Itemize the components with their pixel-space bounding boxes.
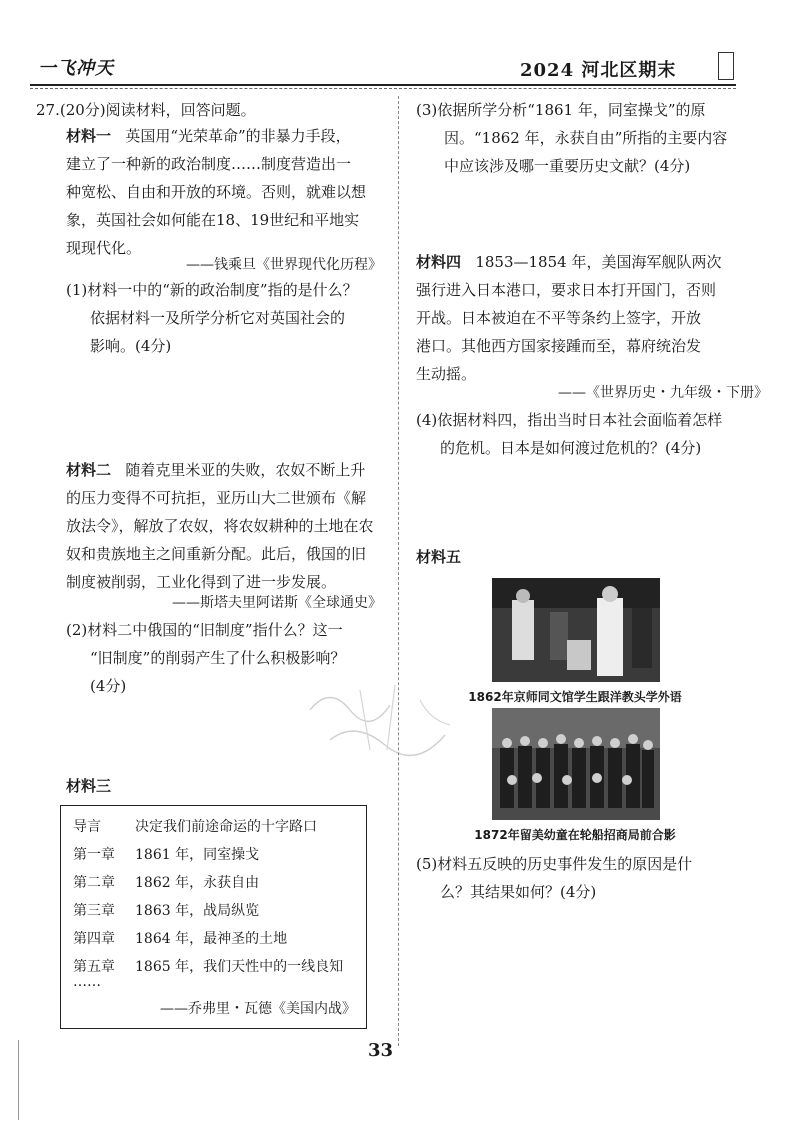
question-5 <box>416 850 771 906</box>
material-4-line: 港口。其他西方国家接踵而至，幕府统治发 <box>416 337 702 355</box>
toc-row-label: 第一章 <box>73 847 115 863</box>
material-2 <box>66 456 386 596</box>
toc-row-label: 导言 <box>73 819 101 835</box>
toc-row-label: 第四章 <box>73 931 115 947</box>
question-4 <box>416 406 771 462</box>
material-1-line: 建立了一种新的政治制度……制度营造出一 <box>66 155 352 173</box>
material-4 <box>416 248 771 388</box>
toc-row-text: 1863 年，战局纵览 <box>135 903 260 919</box>
toc-ellipsis: …… <box>73 974 101 990</box>
toc-row <box>73 900 259 920</box>
toc-row-text: 1864 年，最神圣的土地 <box>135 931 288 947</box>
material-4-line: 开战。日本被迫在不平等条约上签字，开放 <box>416 309 702 327</box>
material-4-line: 生动摇。 <box>416 365 477 383</box>
material-1-label: 材料一 <box>66 127 112 145</box>
toc-row-label: 第三章 <box>73 903 115 919</box>
material-5-label: 材料五 <box>416 548 462 566</box>
material-3-label: 材料三 <box>66 777 112 795</box>
question-5-line: 么？其结果如何？(4分) <box>440 883 597 901</box>
page-number: 33 <box>368 1040 394 1061</box>
material-1-line: 象，英国社会如何能在18、19世纪和平地实 <box>66 211 360 229</box>
header-rule-dashed <box>30 88 736 89</box>
photo-interpreter-college <box>492 578 660 682</box>
question-2-line: (4分) <box>90 677 127 695</box>
header-rule <box>30 84 736 86</box>
question-1-line: (1)材料一中的“新的政治制度”指的是什么？ <box>66 281 358 299</box>
question-3-line: (3)依据所学分析“1861 年，同室操戈”的原 <box>416 101 706 119</box>
binding-margin-line <box>18 1040 19 1120</box>
material-4-line: 强行进入日本港口，要求日本打开国门，否则 <box>416 281 717 299</box>
toc-row-label: 第二章 <box>73 875 115 891</box>
toc-row-text: 1861 年，同室操戈 <box>135 847 260 863</box>
photo-2-caption: 1872年留美幼童在轮船招商局前合影 <box>474 828 676 842</box>
material-1 <box>66 122 386 262</box>
toc-row <box>73 844 259 864</box>
toc-row <box>73 956 343 976</box>
book-contents-box <box>60 805 367 1029</box>
toc-row <box>73 816 317 836</box>
question-2-line: “旧制度”的削弱产生了什么积极影响？ <box>90 649 346 667</box>
material-2-label: 材料二 <box>66 461 112 479</box>
corner-mark <box>718 52 734 80</box>
question-5-line: (5)材料五反映的历史事件发生的原因是什 <box>416 855 693 873</box>
material-2-line: 的压力变得不可抗拒，亚历山大二世颁布《解 <box>66 489 367 507</box>
photo-1-caption: 1862年京师同文馆学生跟洋教头学外语 <box>468 690 682 704</box>
material-2-source: ——斯塔夫里阿诺斯《全球通史》 <box>172 595 382 611</box>
material-3-source: ——乔弗里・瓦德《美国内战》 <box>160 1001 356 1017</box>
question-4-line: 的危机。日本是如何渡过危机的？(4分) <box>440 439 702 457</box>
toc-row <box>73 872 259 892</box>
brand-logo-text: 一飞冲天 <box>38 58 114 79</box>
toc-row-label: 第五章 <box>73 959 115 975</box>
material-1-source: ——钱乘旦《世界现代化历程》 <box>186 257 382 273</box>
handwriting-watermark <box>300 670 470 780</box>
question-1-line: 影响。(4分) <box>90 337 172 355</box>
question-3-line: 因。“1862 年，永获自由”所指的主要内容 <box>444 129 728 147</box>
question-2-line: (2)材料二中俄国的“旧制度”指什么？这一 <box>66 621 343 639</box>
material-1-line: 英国用“光荣革命”的非暴力手段， <box>125 127 351 145</box>
question-1-line: 依据材料一及所学分析它对英国社会的 <box>90 309 346 327</box>
toc-row-text: 1865 年，我们天性中的一线良知 <box>135 959 344 975</box>
material-1-line: 种宽松、自由和开放的环境。否则，就难以想 <box>66 183 367 201</box>
exam-title: 2024 河北区期末 <box>520 60 677 81</box>
material-2-line: 奴和贵族地主之间重新分配。此后，俄国的旧 <box>66 545 367 563</box>
material-2-line: 放法令》，解放了农奴，将农奴耕种的土地在农 <box>66 517 374 535</box>
toc-row <box>73 928 287 948</box>
toc-row-text: 决定我们前途命运的十字路口 <box>135 819 317 835</box>
material-1-line: 现现代化。 <box>66 239 142 257</box>
material-4-label: 材料四 <box>416 253 462 271</box>
material-2-line: 制度被削弱，工业化得到了进一步发展。 <box>66 573 337 591</box>
question-3 <box>416 96 766 180</box>
question-3-line: 中应该涉及哪一重要历史文献？(4分) <box>444 157 691 175</box>
question-4-line: (4)依据材料四，指出当时日本社会面临着怎样 <box>416 411 723 429</box>
question-header: 27.(20分)阅读材料，回答问题。 <box>36 101 256 119</box>
photo-students-group <box>492 708 660 820</box>
material-4-line: 1853—1854 年，美国海军舰队两次 <box>475 253 722 271</box>
toc-row-text: 1862 年，永获自由 <box>135 875 260 891</box>
material-2-line: 随着克里米亚的失败，农奴不断上升 <box>125 461 366 479</box>
material-4-source: ——《世界历史・九年级・下册》 <box>558 385 768 401</box>
question-1 <box>66 276 386 360</box>
column-divider <box>398 96 399 1046</box>
